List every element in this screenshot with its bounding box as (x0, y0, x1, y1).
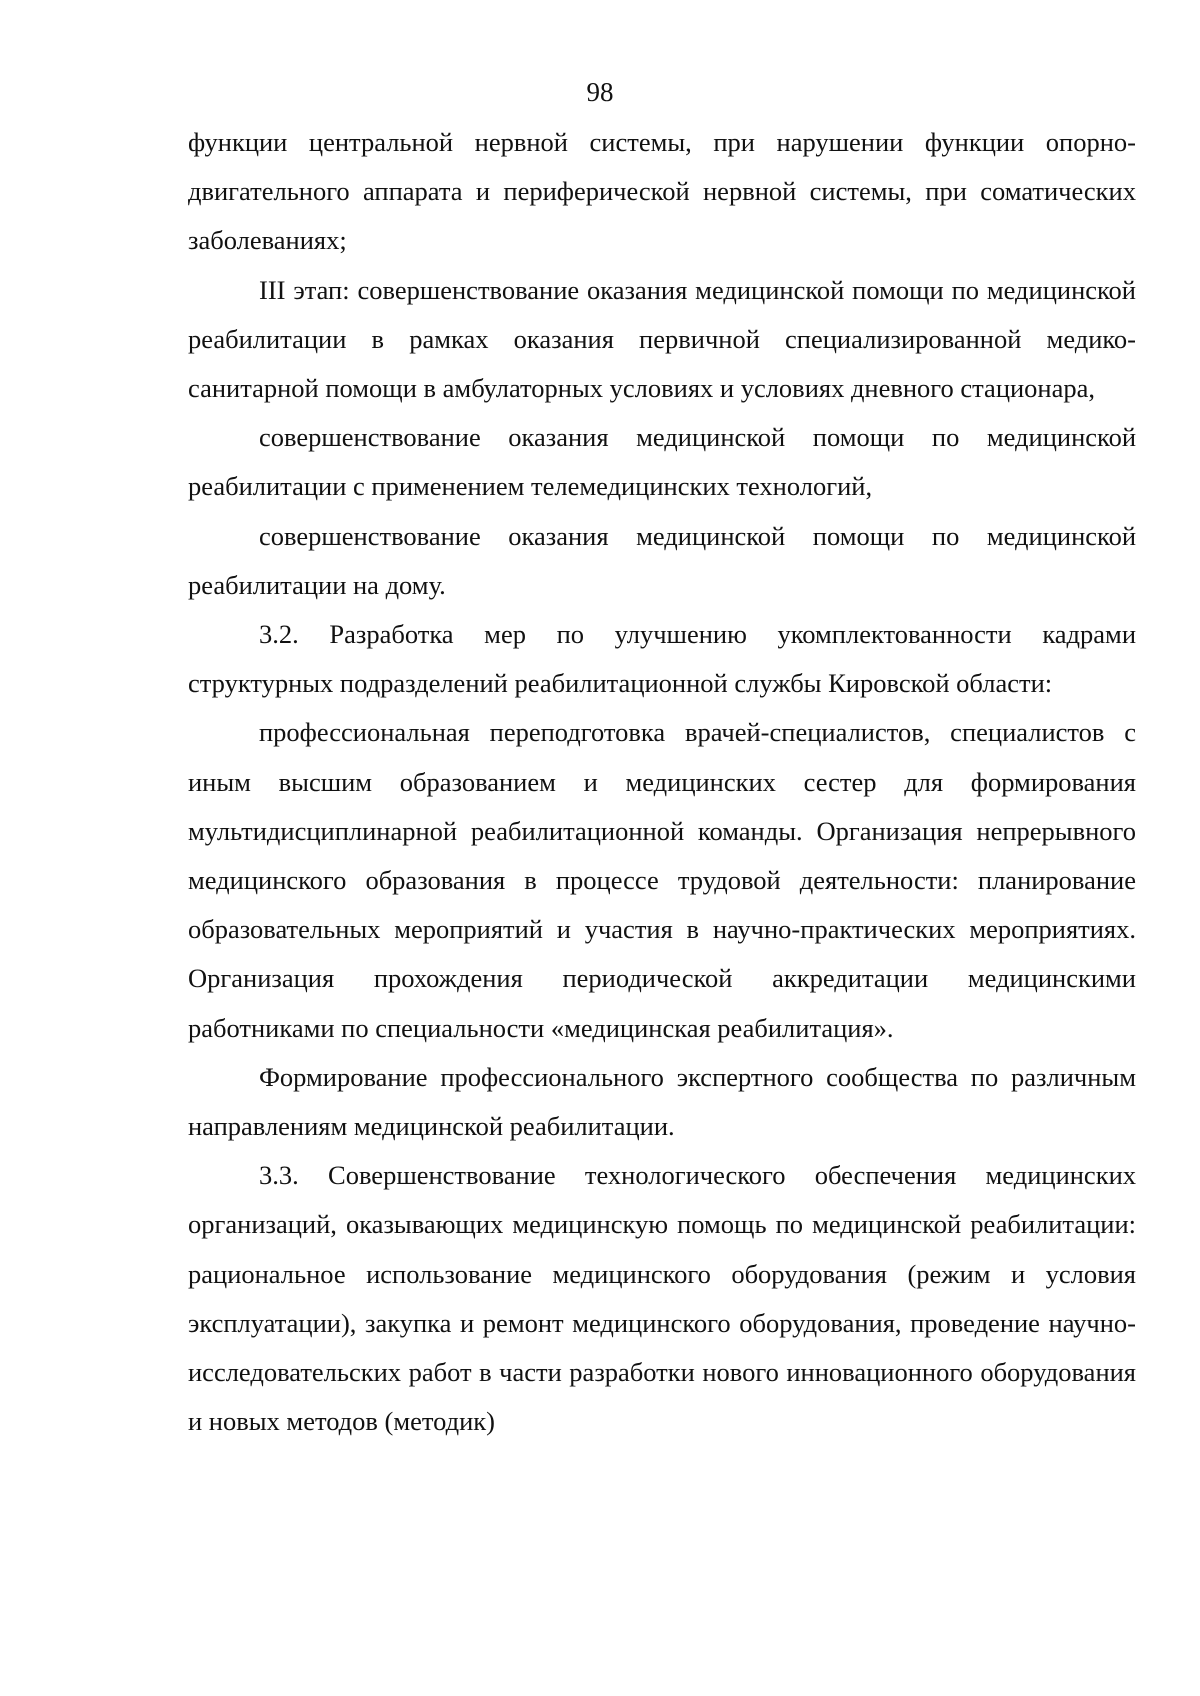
paragraph-section-3-3: 3.3. Совершенствование технологического обеспечения медицинских организаций, оказывающих медицинскую помощь по медицинской реабилитации: рациональное использование медицинского оборудования (режим и условия эксплуатации), закупка и ремонт медицинского оборудования, проведение научно-исследовательских работ в части разработки нового инновационного оборудования и новых методов (методик) (188, 1160, 1136, 1437)
paragraph-home-rehab: совершенствование оказания медицинской помощи по медицинской реабилитации на дому. (188, 520, 1136, 600)
paragraph-section-3-2: 3.2. Разработка мер по улучшению укомплектованности кадрами структурных подразделений реабилитационной службы Кировской области: (188, 619, 1136, 699)
document-body (188, 118, 1136, 1446)
paragraph-telemedicine: совершенствование оказания медицинской помощи по медицинской реабилитации с применением телемедицинских технологий, (188, 422, 1136, 502)
paragraph-continuation: функции центральной нервной системы, при нарушении функции опорно-двигательного аппарата и периферической нервной системы, при соматических заболеваниях; (188, 127, 1136, 256)
paragraph-retraining: профессиональная переподготовка врачей-специалистов, специалистов с иным высшим образованием и медицинских сестер для формирования мультидисциплинарной реабилитационной команды. Организация непрерывного медицинского образования в процессе трудовой деятельности: планирование образовательных мероприятий и участия в научно-практических мероприятиях. Организация прохождения периодической аккредитации медицинскими работниками по специальности «медицинская реабилитация». (188, 717, 1136, 1043)
paragraph-expert-community: Формирование профессионального экспертного сообщества по различным направлениям медицинской реабилитации. (188, 1061, 1136, 1142)
paragraph-stage-3: III этап: совершенствование оказания медицинской помощи по медицинской реабилитации в рамках оказания первичной специализированной медико-санитарной помощи в амбулаторных условиях и условиях дневного стационара, (188, 274, 1136, 404)
page-number: 98 (586, 77, 614, 107)
